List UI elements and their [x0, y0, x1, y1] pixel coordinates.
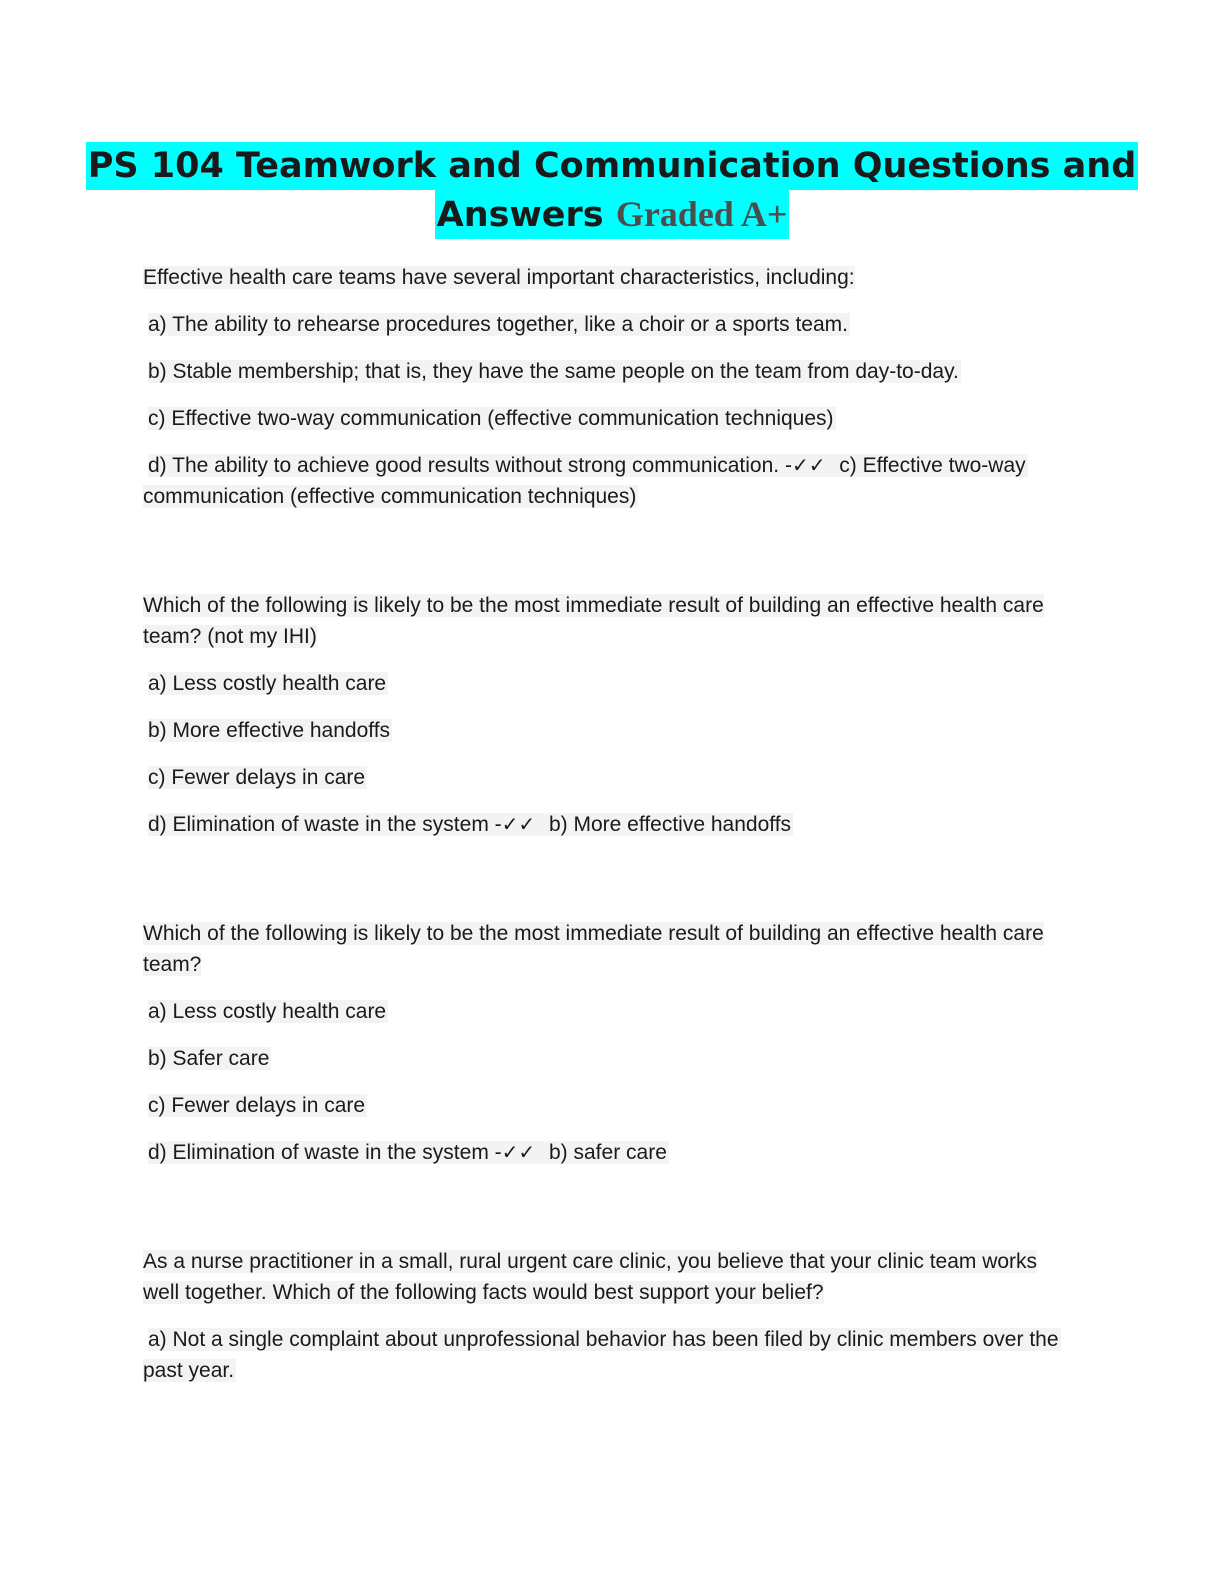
- answer-option: c) Effective two-way communication (effective communication techniques): [148, 407, 834, 430]
- title-line-1: PS 104 Teamwork and Communication Questions and: [86, 142, 1139, 190]
- question-prompt: Effective health care teams have several important characteristics, including:: [143, 266, 855, 289]
- document-title: [0, 142, 1224, 239]
- option-text: d) Elimination of waste in the system -: [148, 813, 502, 836]
- document-body: [143, 262, 1063, 1402]
- option-text: d) Elimination of waste in the system -: [148, 1141, 502, 1164]
- question-block: [143, 1246, 1063, 1386]
- correct-answer: b) More effective handoffs: [549, 813, 792, 836]
- option-text: d) The ability to achieve good results without strong communication. -: [148, 454, 792, 477]
- answer-option: b) Safer care: [148, 1047, 270, 1070]
- answer-option-with-answer: [143, 450, 1063, 512]
- title-grade: Graded A+: [615, 194, 788, 234]
- answer-option: a) Less costly health care: [148, 1000, 387, 1023]
- title-line-2: [435, 190, 790, 239]
- question-prompt: As a nurse practitioner in a small, rural urgent care clinic, you believe that your clinic team works well together. Which of the following facts would best support your belief?: [143, 1250, 1038, 1304]
- answer-option-with-answer: [143, 1137, 1063, 1168]
- answer-option: a) Less costly health care: [148, 672, 387, 695]
- title-answers: Answers: [436, 195, 604, 235]
- answer-option: c) Fewer delays in care: [148, 766, 366, 789]
- answer-option: b) Stable membership; that is, they have the same people on the team from day-to-day.: [148, 360, 959, 383]
- correct-answer: c) Effective two-way communication (effective communication techniques): [143, 454, 1026, 508]
- answer-option: b) More effective handoffs: [148, 719, 391, 742]
- question-block: [143, 262, 1063, 512]
- answer-option: a) Not a single complaint about unprofessional behavior has been filed by clinic members over the past year.: [143, 1328, 1059, 1382]
- answer-option: a) The ability to rehearse procedures together, like a choir or a sports team.: [148, 313, 848, 336]
- check-mark-icon: ✓✓: [791, 453, 826, 477]
- answer-option: c) Fewer delays in care: [148, 1094, 366, 1117]
- question-block: [143, 590, 1063, 840]
- correct-answer: b) safer care: [549, 1141, 667, 1164]
- question-prompt: Which of the following is likely to be the most immediate result of building an effective health care team?: [143, 922, 1044, 976]
- answer-option-with-answer: [143, 809, 1063, 840]
- check-mark-icon: ✓✓: [501, 812, 536, 836]
- question-block: [143, 918, 1063, 1168]
- question-prompt: Which of the following is likely to be the most immediate result of building an effective health care team? (not my IHI): [143, 594, 1044, 648]
- check-mark-icon: ✓✓: [501, 1140, 536, 1164]
